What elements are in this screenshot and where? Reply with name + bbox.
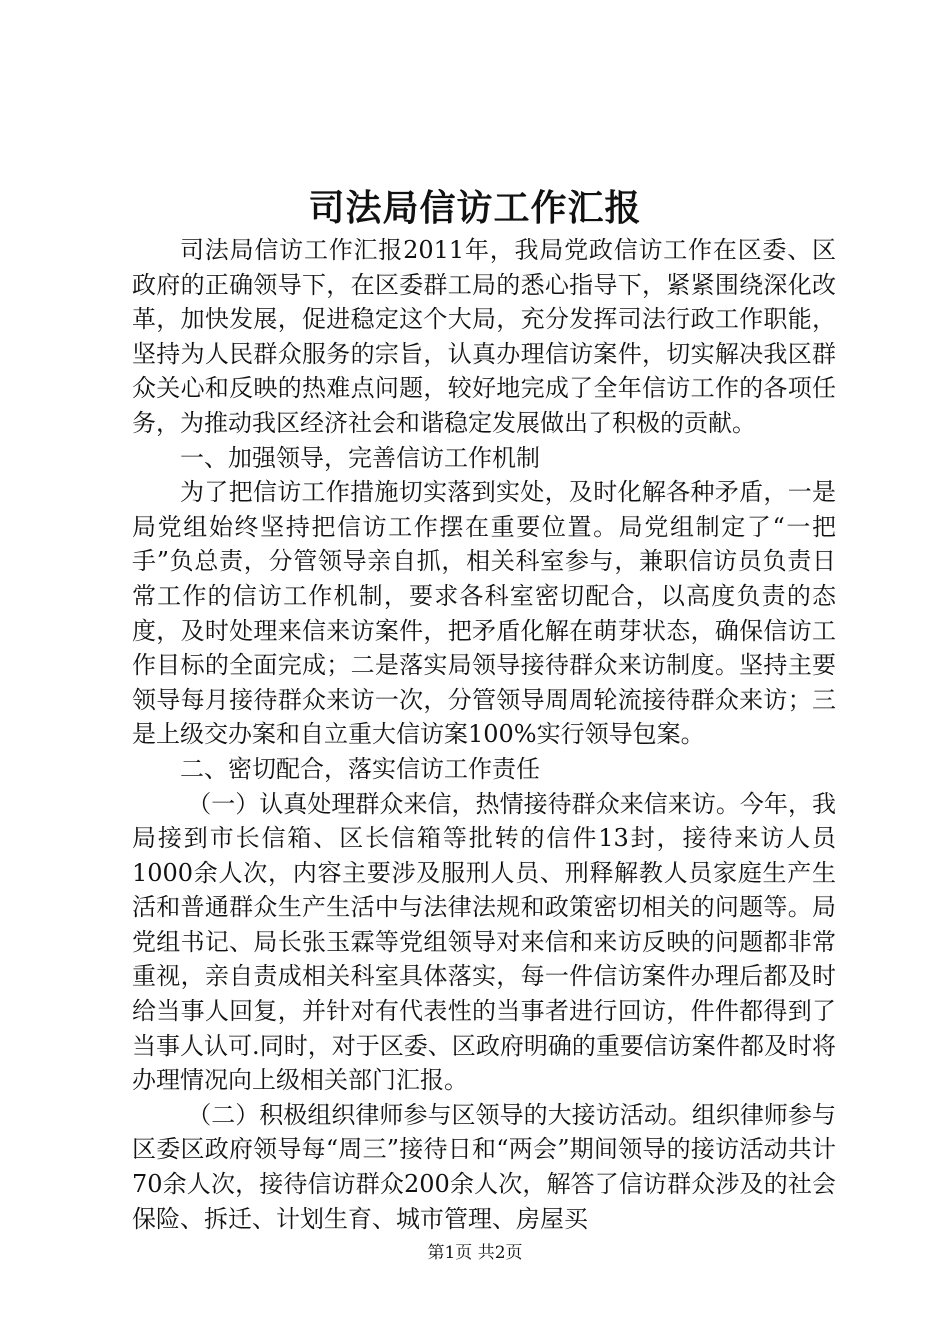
document-body bbox=[132, 233, 836, 1236]
section-2-item-2: （二）积极组织律师参与区领导的大接访活动。组织律师参与区委区政府领导每“周三”接待日和“两会”期间领导的接访活动共计70余人次，接待信访群众200余人次，解答了信访群众涉及的社会保险、拆迁、计划生育、城市管理、房屋买 bbox=[132, 1100, 836, 1233]
section-1-paragraph: 为了把信访工作措施切实落到实处，及时化解各种矛盾，一是局党组始终坚持把信访工作摆在重要位置。局党组制定了“一把手”负总责，分管领导亲自抓，相关科室参与，兼职信访员负责日常工作的信访工作机制，要求各科室密切配合，以高度负责的态度，及时处理来信来访案件，把矛盾化解在萌芽状态，确保信访工作目标的全面完成；二是落实局领导接待群众来访制度。坚持主要领导每月接待群众来访一次，分管领导周周轮流接待群众来访；三是上级交办案和自立重大信访案100%实行领导包案。 bbox=[132, 478, 836, 749]
section-heading-1: 一、加强领导，完善信访工作机制 bbox=[180, 443, 540, 472]
intro-paragraph: 司法局信访工作汇报2011年，我局党政信访工作在区委、区政府的正确领导下，在区委群工局的悉心指导下，紧紧围绕深化改革，加快发展，促进稳定这个大局，充分发挥司法行政工作职能，坚持为人民群众服务的宗旨，认真办理信访案件，切实解决我区群众关心和反映的热难点问题，较好地完成了全年信访工作的各项任务，为推动我区经济社会和谐稳定发展做出了积极的贡献。 bbox=[132, 236, 836, 437]
section-2-item-1: （一）认真处理群众来信，热情接待群众来信来访。今年，我局接到市长信箱、区长信箱等批转的信件13封，接待来访人员1000余人次，内容主要涉及服刑人员、刑释解教人员家庭生产生活和普通群众生产生活中与法律法规和政策密切相关的问题等。局党组书记、局长张玉霖等党组领导对来信和来访反映的问题都非常重视，亲自责成相关科室具体落实，每一件信访案件办理后都及时给当事人回复，并针对有代表性的当事者进行回访，件件都得到了当事人认可.同时，对于区委、区政府明确的重要信访案件都及时将办理情况向上级相关部门汇报。 bbox=[132, 789, 836, 1095]
page-number: 第1页 共2页 bbox=[427, 1243, 523, 1263]
document-title: 司法局信访工作汇报 bbox=[308, 187, 642, 229]
section-heading-2: 二、密切配合，落实信访工作责任 bbox=[180, 754, 540, 783]
